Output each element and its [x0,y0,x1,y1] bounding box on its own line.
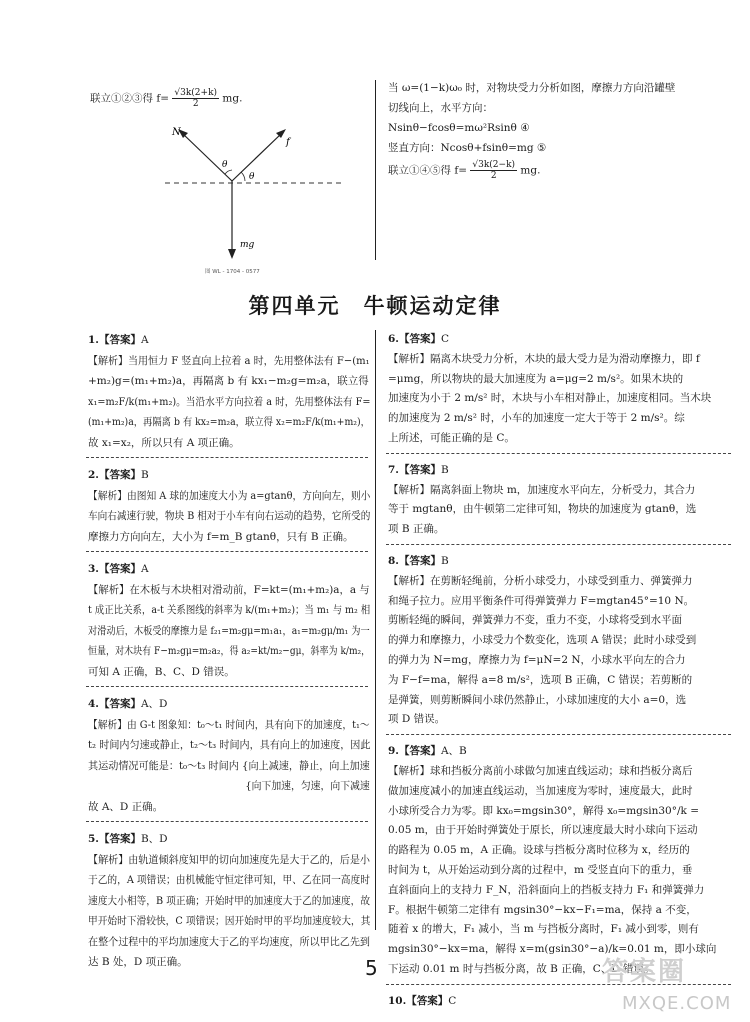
label-N: N [172,127,181,138]
explanation-line: 等于 mgtanθ，由牛顿第二定律可知，物块的加速度为 gtanθ，选 [388,503,697,516]
answer-tag: 1.【答案】 [88,334,141,346]
explanation-line: 和绳子拉力。应用平衡条件可得弹簧弹力 F=mgtan45°=10 N。 [388,594,695,607]
top-right-line-4: 竖直方向：Ncosθ+fsinθ=mg ⑤ [388,142,547,154]
explanation-line: 其运动情况可能是：t₀～t₃ 时间内 {向上减速，静止，向上加速 [88,759,370,772]
answer-item [88,694,370,817]
answer-item [388,461,733,540]
explanation-line: t 成正比关系，a-t 关系图线的斜率为 k/(m₁+m₂)；当 m₁ 与 m₂ 相 [88,604,371,616]
answer-value: B [140,469,149,481]
top-right-line-2: 切线向上，水平方向： [388,102,493,114]
item-separator [386,453,731,454]
formula-denominator: 2 [490,171,497,181]
answer-tag: 10.【答案】 [388,994,449,1007]
explanation-line: 剪断轻绳的瞬间，弹簧弹力不变，重力不变，小球将受到水平面 [388,614,682,627]
explanation-line: 车向右减速行驶，物块 B 相对于小车有向右运动的趋势，它所受的 [88,510,371,522]
explanation-line: 【解析】由 G-t 图象知：t₀～t₁ 时间内，具有向下的加速度，t₁～ [88,718,370,731]
explanation-line: 【解析】球和挡板分离前小球做匀加速直线运动；球和挡板分离后 [388,764,693,777]
answer-item [388,552,733,730]
formula-denominator: 2 [192,99,199,109]
explanation-line: 做加速度减小的加速直线运动，当加速度为零时，速度最大，此时 [388,784,693,797]
explanation-line: 【解析】在剪断轻绳前，分析小球受力，小球受到重力、弹簧弹力 [388,574,693,587]
explanation-line: x₁=m₂F/k(m₁+m₂)。当沿水平方向拉着 a 时，先用整体法有 F= [88,395,371,408]
explanation-line: 在整个过程中的平均加速度大于乙的平均速度，所以甲比乙先到 [88,935,370,948]
explanation-line: t₂ 时间内匀速或静止，t₂～t₃ 时间内，具有向上的加速度，因此 [88,739,371,751]
formula-prefix: 联立①②③得 f= [90,92,170,105]
answer-tag: 9.【答案】 [388,745,441,758]
explanation-line: 的弹力为 N=mg，摩擦力为 f=μN=2 N，小球水平向左的合力 [388,653,686,666]
label-theta-1: θ [222,160,228,170]
label-f: f [286,137,290,148]
watermark-logo: 答案圈 [602,957,687,987]
answer-value: C [440,333,450,345]
theta-arc-2 [241,172,245,181]
formula-numerator: √3k(2+k) [174,88,218,98]
label-theta-2: θ [249,172,255,182]
formula-prefix: 联立①④⑤得 f= [388,164,468,177]
top-right-formula [388,160,728,181]
explanation-line: 故 x₁=x₂，所以只有 A 项正确。 [88,436,240,449]
normal-force-vector [182,133,232,181]
explanation-line: 0.05 m，由于开始时弹簧处于原长，所以速度最大时小球向下运动 [388,824,698,837]
top-right-line-3: Nsinθ−fcosθ=mω²Rsinθ ④ [388,122,530,134]
explanation-line: 可知 A 正确，B、C、D 错误。 [88,665,235,678]
explanation-line: 于乙的，A 项错误；由机械能守恒定律可知，甲、乙在同一高度时 [88,874,370,886]
page-number: 5 [365,956,378,980]
answer-value: B [440,463,449,476]
answer-value: A [140,563,149,575]
explanation-line: 【解析】隔离斜面上物块 m，加速度水平向左，分析受力，其合力 [388,483,696,496]
item-separator [86,821,368,822]
explanation-line: 对滑动后，木板受的摩擦力是 f₂₁=m₂gμ=m₁a₁，a₁=m₂gμ/m₁ 为一 [88,624,370,637]
label-mg: mg [240,240,255,250]
answer-value: A、D [140,698,168,710]
answer-tag: 2.【答案】 [88,469,141,481]
friction-vector [232,133,282,181]
explanation-line: 故 A、D 正确。 [88,800,164,813]
answer-item [88,829,370,973]
answer-tag: 3.【答案】 [88,563,141,575]
explanation-line: 项 D 错误。 [388,713,446,726]
explanation-line: 的路程为 0.05 m，A 正确。设球与挡板分离时位移为 x，经历的 [388,844,690,857]
explanation-line: 下运动 0.01 m 时与挡板分离，故 B 正确，C、D 错误。 [388,962,655,975]
explanation-line: 【解析】在木板与木块相对滑动前，F=kt=(m₁+m₂)a，a 与 [88,583,370,596]
explanation-line: 达 B 处，D 项正确。 [88,956,188,968]
answer-value: B、D [140,833,168,845]
explanation-line: 加速度为小于 2 m/s² 时，木块与小车相对静止，加速度相同。当木块 [388,392,712,405]
explanation-line: +m₂)g=(m₁+m₂)a，再隔离 b 有 kx₁−m₂g=m₂a，联立得 [88,375,369,387]
explanation-line: F。根据牛顿第二定律有 mgsin30°−kx−F₁=ma，保持 a 不变， [388,903,697,916]
formula-fraction [172,88,219,109]
explanation-line: 为 F−f=ma，解得 a=8 m/s²，选项 B 正确，C 错误；若剪断的 [388,673,693,686]
explanation-line: 随着 x 的增大，F₁ 减小，当 m 与挡板分离时，F₁ 减小到零，则有 [388,923,699,936]
explanation-line: 【解析】当用恒力 F 竖直向上拉着 a 时，先用整体法有 F−(m₁ [88,354,370,367]
explanation-line: 的弹力和摩擦力，小球受力个数变化，选项 A 错误；此时小球受到 [388,634,697,647]
explanation-line: 【解析】隔离木块受力分析，木块的最大受力是为滑动摩擦力，即 f [388,352,700,365]
formula-suffix: mg. [520,164,541,177]
answer-tag: 5.【答案】 [88,833,141,845]
answer-value: A、B [440,745,467,758]
explanation-line: 【解析】由图知 A 球的加速度大小为 a=gtanθ，方向向左，则小 [88,489,371,502]
explanation-line: 上所述，可能正确的是 C。 [388,431,515,444]
top-right-line-1: 当 ω=(1−k)ω₀ 时，对物块受力分析如图，摩擦力方向沿罐壁 [388,82,676,94]
answer-tag: 7.【答案】 [388,463,441,476]
explanation-line: 恒量，对木块有 F−m₂gμ=m₂a₂，得 a₂=kt/m₂−gμ，斜率为 k/m₂， [88,645,371,657]
answer-tag: 4.【答案】 [88,698,141,710]
explanation-line: 项 B 正确。 [388,523,445,536]
top-column-divider [375,80,376,260]
explanation-line: 直斜面向上的支持力 F_N，沿斜面向上的挡板支持力 F₁ 和弹簧弹力 [388,883,705,896]
explanation-line: 甲开始时下滑较快，C 项错误；因开始时甲的平均加速度较大，其 [88,915,371,927]
watermark-url: MXQE.COM [622,993,732,1014]
answer-item [388,330,733,449]
item-separator [386,544,731,545]
answer-item [88,465,370,547]
answer-item [388,742,733,987]
gravity-arrowhead [228,249,236,259]
explanation-line: 摩擦力方向向左，大小为 f=m_B gtanθ，只有 B 正确。 [88,530,354,543]
item-separator [86,457,368,458]
answer-value: A [140,334,149,346]
explanation-line: 是弹簧，则剪断瞬间小球仍然静止，小球加速度的大小 a=0，选 [388,693,687,706]
item-separator [86,686,368,687]
formula-numerator: √3k(2−k) [472,160,516,170]
answer-item [88,330,370,453]
explanation-line: mgsin30°−kx=ma，解得 x=m(gsin30°−a)/k=0.01 m，即小球向 [388,943,717,956]
explanation-line: {向下加速，匀速，向下减速 [88,780,370,792]
explanation-line: 时间为 t，从开始运动到分离的过程中，m 受竖直向下的重力，垂 [388,863,693,876]
explanation-line: =μmg，所以物块的最大加速度为 a=μg=2 m/s²。如果木块的 [388,372,684,385]
explanation-line: 小球所受合力为零。即 kx₀=mgsin30°，解得 x₀=mgsin30°/k = [388,804,700,817]
top-left-formula [90,88,242,109]
explanation-line: 【解析】由轨道倾斜度知甲的切向加速度先是大于乙的，后是小 [88,853,370,866]
main-column-divider [375,330,376,930]
force-diagram [150,115,350,275]
answer-tag: 8.【答案】 [388,555,441,567]
formula-fraction [470,160,517,181]
answer-value: B [440,555,449,567]
explanation-line: 的加速度为 2 m/s² 时，小车的加速度一定大于等于 2 m/s²。综 [388,412,685,425]
explanation-line: (m₁+m₂)a，再隔离 b 有 kx₂=m₂a，联立得 x₂=m₂F/k(m₁+m₂)， [88,416,370,428]
formula-suffix: mg. [222,92,243,105]
answer-tag: 6.【答案】 [388,333,441,345]
diagram-caption: 图 WL - 1704 - 0577 [205,269,260,275]
answer-item [88,559,370,682]
top-right-block [388,78,728,181]
explanation-line: 速度大小相等，B 项正确；开始时甲的加速度大于乙的加速度，故 [88,894,371,907]
item-separator [386,734,731,735]
theta-arc-1 [225,170,232,174]
answer-value: C [448,994,457,1007]
item-separator [86,551,368,552]
unit-title: 第四单元 牛顿运动定律 [248,293,502,318]
